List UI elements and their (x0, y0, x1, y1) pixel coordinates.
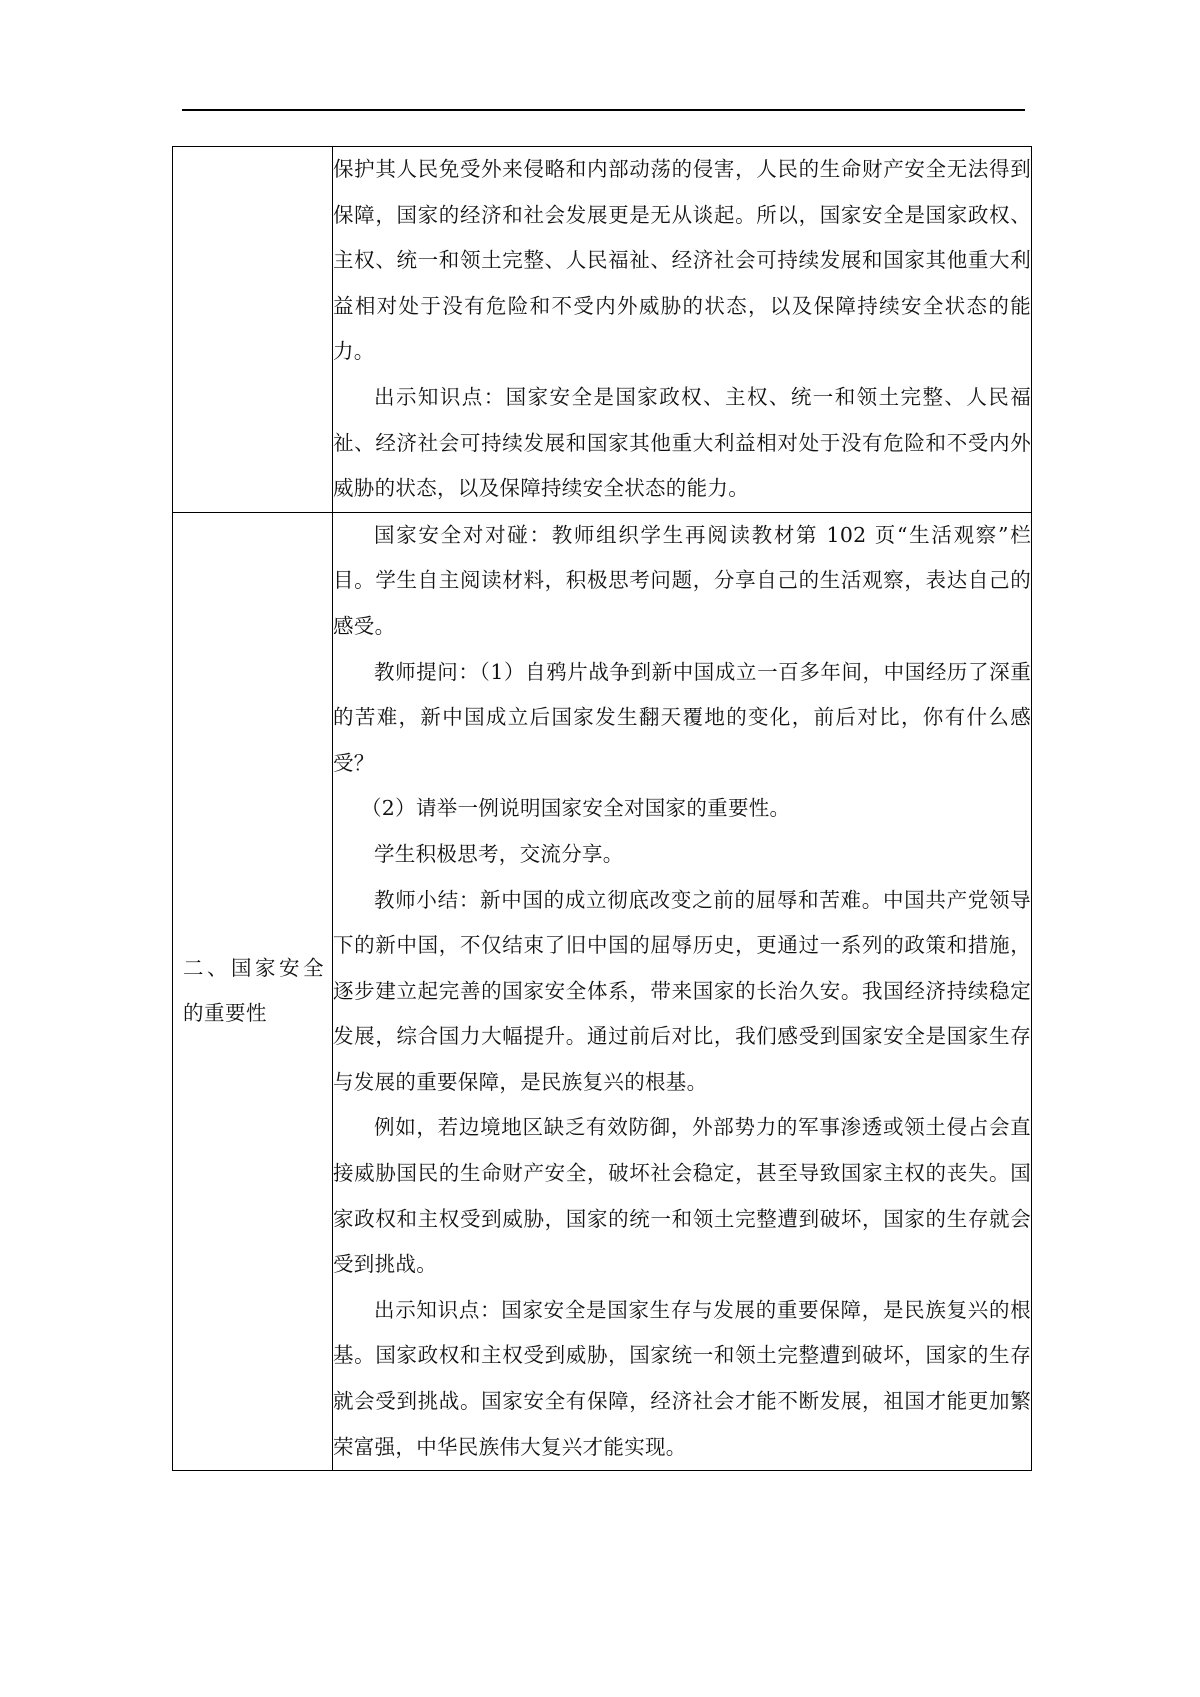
content-paragraph: 学生积极思考，交流分享。 (374, 841, 624, 866)
teacher-summary-paragraph: 教师小结：新中国的成立彻底改变之前的屈辱和苦难。中国共产党领导下的新中国，不仅结束了旧中国的屈辱历史，更通过一系列的政策和措施，逐步建立起完善的国家安全体系，带来国家的长治久安。我国经济持续稳定发展，综合国力大幅提升。通过前后对比，我们感受到国家安全是国家生存与发展的重要保障，是民族复兴的根基。 (333, 887, 1031, 1094)
section-label-cell (173, 147, 333, 513)
table-row (173, 512, 1032, 1470)
teacher-question-paragraph: （2）请举一例说明国家安全对国家的重要性。 (361, 796, 791, 821)
section-content-cell (333, 512, 1032, 1470)
section-label-cell (173, 512, 333, 1470)
content-paragraph: 保护其人民免受外来侵略和内部动荡的侵害，人民的生命财产安全无法得到保障，国家的经济和社会发展更是无从谈起。所以，国家安全是国家政权、主权、统一和领土完整、人民福祉、经济社会可持续发展和国家其他重大利益相对处于没有危险和不受内外威胁的状态，以及保障持续安全状态的能力。 (333, 157, 1031, 364)
table-row (173, 147, 1032, 513)
knowledge-point-paragraph: 出示知识点：国家安全是国家政权、主权、统一和领土完整、人民福祉、经济社会可持续发展和国家其他重大利益相对处于没有危险和不受内外威胁的状态，以及保障持续安全状态的能力。 (333, 384, 1031, 501)
knowledge-point-paragraph: 出示知识点：国家安全是国家生存与发展的重要保障，是民族复兴的根基。国家政权和主权受到威胁，国家统一和领土完整遭到破坏，国家的生存就会受到挑战。国家安全有保障，经济社会才能不断发展，祖国才能更加繁荣富强，中华民族伟大复兴才能实现。 (333, 1297, 1031, 1459)
content-paragraph: 国家安全对对碰：教师组织学生再阅读教材第 102 页“生活观察”栏目。学生自主阅读材料，积极思考问题，分享自己的生活观察，表达自己的感受。 (333, 522, 1031, 638)
teacher-question-paragraph: 教师提问：（1）自鸦片战争到新中国成立一百多年间，中国经历了深重的苦难，新中国成立后国家发生翻天覆地的变化，前后对比，你有什么感受？ (333, 659, 1031, 775)
section-content-cell (333, 147, 1032, 513)
header-rule (182, 109, 1025, 111)
lesson-plan-table (172, 146, 1032, 1471)
example-paragraph: 例如，若边境地区缺乏有效防御，外部势力的军事渗透或领土侵占会直接威胁国民的生命财产安全，破坏社会稳定，甚至导致国家主权的丧失。国家政权和主权受到威胁，国家的统一和领土完整遭到破坏，国家的生存就会受到挑战。 (333, 1115, 1031, 1277)
section-label: 二、国家安全的重要性 (183, 956, 324, 1026)
